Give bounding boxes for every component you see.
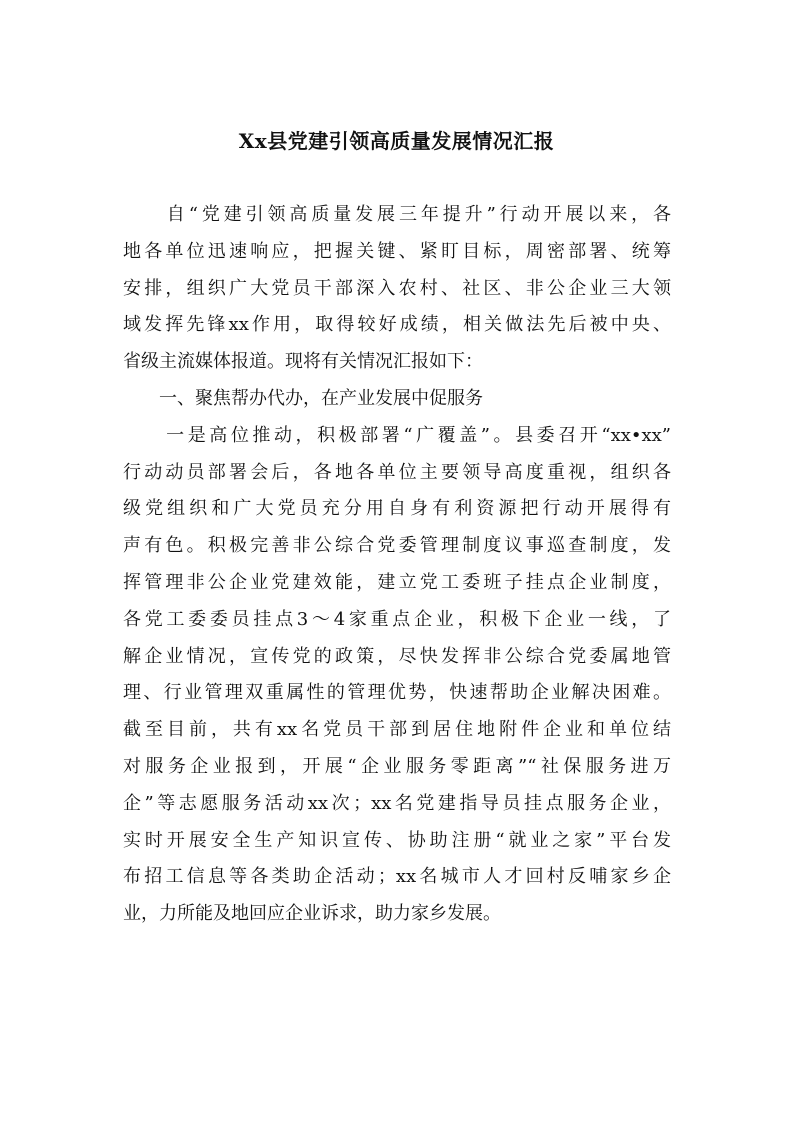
paragraph-line: 自“党建引领高质量发展三年提升”行动开展以来，各: [123, 204, 671, 225]
paragraph-line: 对服务企业报到，开展“企业服务零距离”“社保服务进万: [123, 755, 671, 777]
paragraph-line: 声有色。积极完善非公综合党委管理制度议事巡查制度，发: [123, 535, 671, 557]
section-heading: 一、聚焦帮办代办，在产业发展中促服务: [123, 387, 483, 409]
paragraph-line: 布招工信息等各类助企活动；xx名城市人才回村反哺家乡企: [123, 866, 671, 888]
paragraph-line: 挥管理非公企业党建效能，建立党工委班子挂点企业制度，: [123, 571, 671, 593]
paragraph-line: 各党工委委员挂点3～4家重点企业，积极下企业一线，了: [123, 608, 671, 630]
paragraph-line: 安排，组织广大党员干部深入农村、社区、非公企业三大领: [123, 277, 671, 299]
document-title: Xx县党建引领高质量发展情况汇报: [238, 129, 555, 153]
paragraph-line: 行动动员部署会后，各地各单位主要领导高度重视，组织各: [123, 461, 671, 483]
document-body: [123, 197, 671, 933]
paragraph-line: 企”等志愿服务活动xx次；xx名党建指导员挂点服务企业，: [123, 792, 671, 814]
paragraph-line: 省级主流媒体报道。现将有关情况汇报如下：: [123, 351, 483, 373]
paragraph-line: 地各单位迅速响应，把握关键、紧盯目标，周密部署、统筹: [123, 240, 671, 262]
paragraph-line: 实时开展安全生产知识宣传、协助注册“就业之家”平台发: [123, 829, 671, 851]
paragraph-line: 解企业情况，宣传党的政策，尽快发挥非公综合党委属地管: [123, 645, 671, 667]
paragraph-line: 业，力所能及地回应企业诉求，助力家乡发展。: [123, 903, 501, 925]
paragraph-line: 级党组织和广大党员充分用自身有利资源把行动开展得有: [123, 498, 671, 520]
paragraph-line: 理、行业管理双重属性的管理优势，快速帮助企业解决困难。: [123, 682, 671, 704]
paragraph-line: 一是高位推动，积极部署“广覆盖”。县委召开“xx•xx”: [123, 424, 671, 446]
paragraph-line: 域发挥先锋xx作用，取得较好成绩，相关做法先后被中央、: [123, 314, 671, 336]
paragraph-line: 截至目前，共有xx名党员干部到居住地附件企业和单位结: [123, 719, 671, 741]
